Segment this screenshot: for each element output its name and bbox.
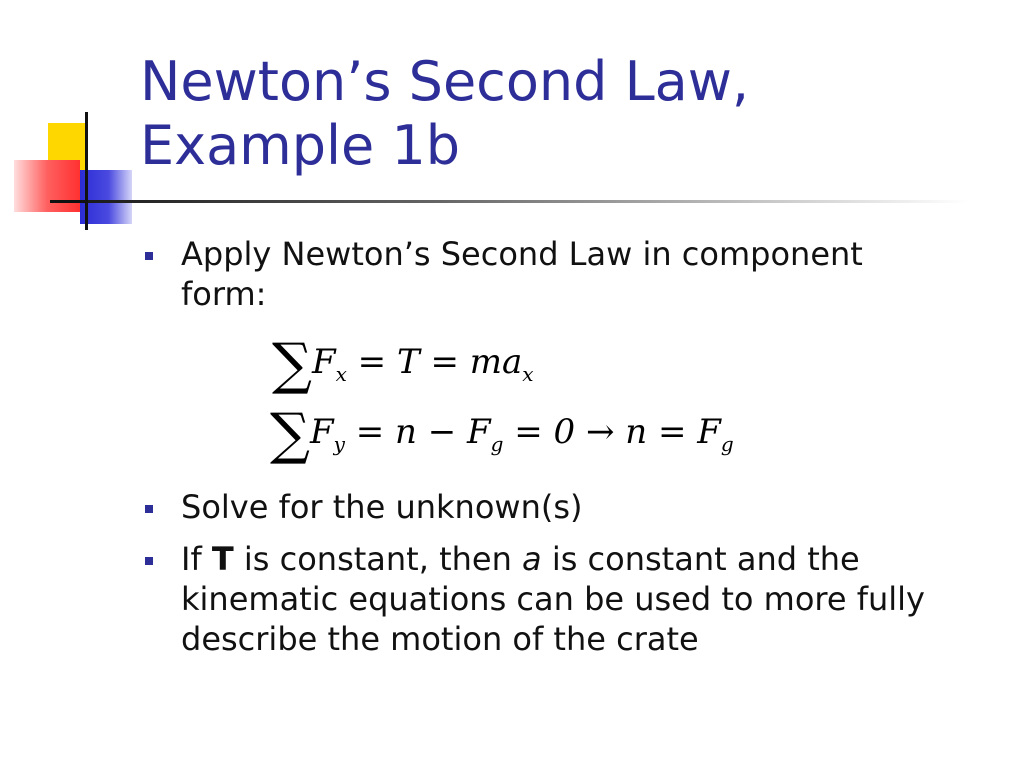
eq2-part-1: = n − F (355, 412, 491, 452)
bullet-marker (145, 505, 153, 513)
bullet-3-line-2: kinematic equations can be used to more fully (181, 580, 925, 618)
logo-vertical-line (85, 112, 88, 230)
title-line-2: Example 1b (140, 114, 461, 177)
summation-symbol: ∑ (272, 332, 312, 397)
eq1-lhs: F (311, 342, 336, 382)
bullet-1-line-2: form: (181, 275, 267, 313)
bold-T: T (211, 540, 234, 578)
bullet-marker (145, 252, 153, 260)
bullet-marker (145, 557, 153, 565)
italic-a: a (522, 540, 542, 578)
eq2-part-2-sub: g (720, 432, 734, 456)
bullet-2-text: Solve for the unknown(s) (181, 488, 583, 526)
logo-red-square (14, 160, 80, 212)
slide-title (140, 50, 1000, 178)
title-line-1: Newton’s Second Law, (140, 50, 750, 113)
title-underline (88, 200, 968, 203)
bullet-1-line-1: Apply Newton’s Second Law in component (181, 235, 863, 273)
eq1-rest: = T = ma (357, 342, 523, 382)
eq2-lhs: F (309, 412, 334, 452)
bullet-3-text (181, 539, 1001, 659)
bullet-1-text (181, 234, 1001, 314)
eq2-lhs-sub: y (333, 432, 345, 456)
bullet-3-line-3: describe the motion of the crate (181, 620, 699, 658)
eq2-part-1-sub: g (490, 432, 504, 456)
eq1-rest-sub: x (522, 362, 534, 386)
summation-symbol: ∑ (270, 402, 310, 467)
equation-2 (270, 402, 734, 467)
eq2-part-2: = 0 → n = F (514, 412, 721, 452)
bullet-3-line-1: If T is constant, then a is constant and the (181, 540, 860, 578)
eq1-lhs-sub: x (335, 362, 347, 386)
equation-1 (272, 332, 534, 397)
